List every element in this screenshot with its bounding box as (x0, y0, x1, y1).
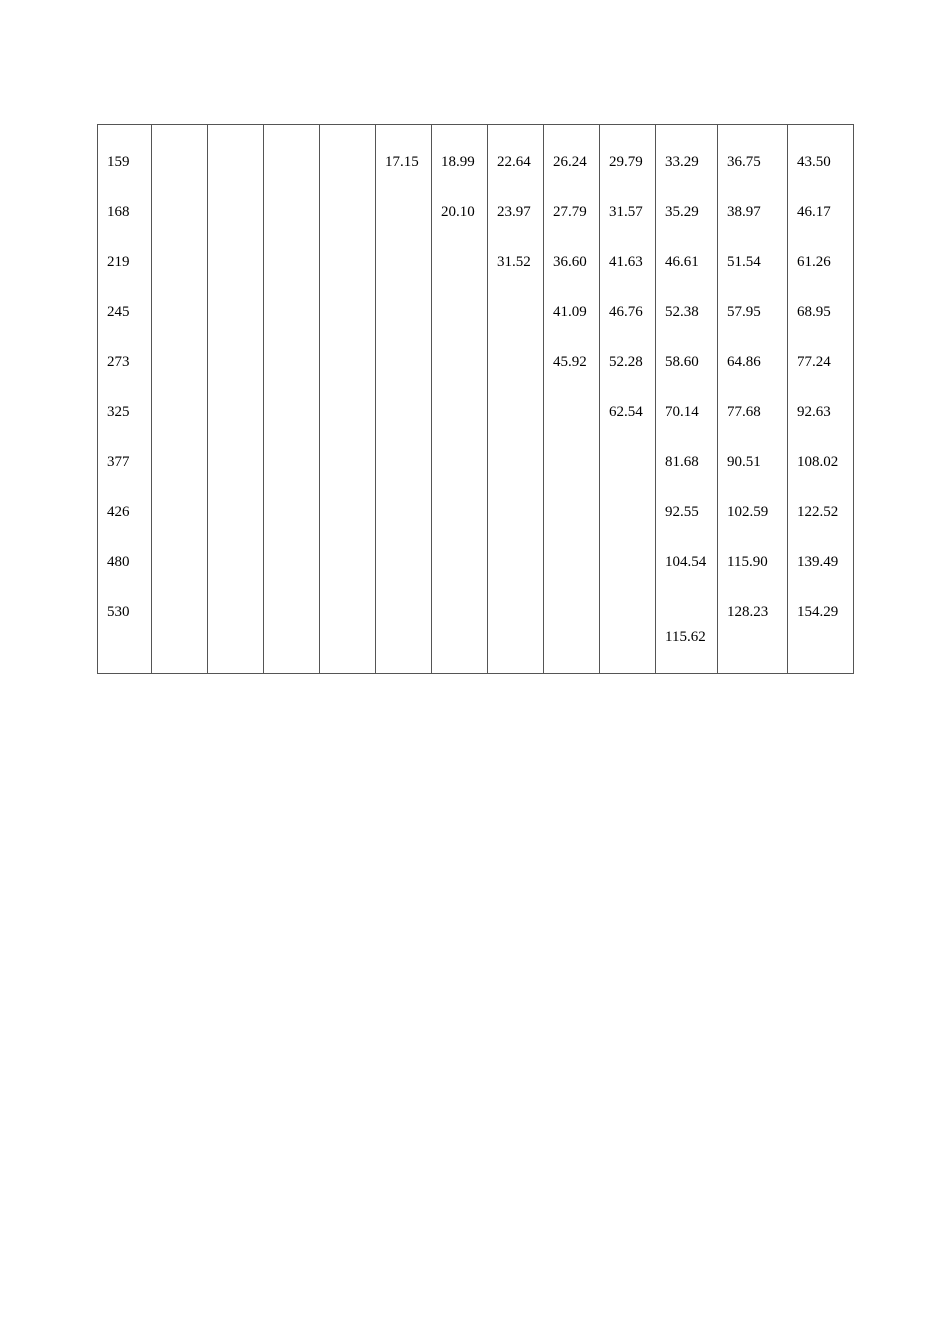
table-cell: 377 (98, 450, 152, 500)
table-cell (264, 300, 320, 350)
table-cell (320, 450, 376, 500)
table-cell (432, 300, 488, 350)
table-cell: 530 (98, 600, 152, 674)
table-cell: 325 (98, 400, 152, 450)
table-cell (544, 450, 600, 500)
table-cell (152, 125, 208, 200)
table-cell (432, 500, 488, 550)
table-cell (376, 200, 432, 250)
table-cell (432, 250, 488, 300)
table-cell (376, 400, 432, 450)
table-cell: 27.79 (544, 200, 600, 250)
table-cell: 70.14 (656, 400, 718, 450)
table-cell: 52.38 (656, 300, 718, 350)
table-row (98, 250, 854, 300)
table-cell: 41.09 (544, 300, 600, 350)
table-cell (264, 125, 320, 200)
table-cell: 61.26 (788, 250, 854, 300)
table-cell (264, 550, 320, 600)
table-row (98, 450, 854, 500)
table-cell: 108.02 (788, 450, 854, 500)
table-body (98, 125, 854, 674)
table-cell (264, 250, 320, 300)
table-row (98, 600, 854, 674)
table-cell (376, 300, 432, 350)
table-cell: 90.51 (718, 450, 788, 500)
table-cell (544, 550, 600, 600)
table-cell: 128.23 (718, 600, 788, 674)
table-cell (600, 450, 656, 500)
table-cell (320, 500, 376, 550)
table-row (98, 400, 854, 450)
table-cell: 159 (98, 125, 152, 200)
table-cell-value: 115.62 (665, 628, 706, 645)
table-cell: 29.79 (600, 125, 656, 200)
table-cell (264, 350, 320, 400)
table-cell: 51.54 (718, 250, 788, 300)
table-row (98, 500, 854, 550)
table-cell: 81.68 (656, 450, 718, 500)
table-cell: 43.50 (788, 125, 854, 200)
table-cell: 36.60 (544, 250, 600, 300)
table-cell: 57.95 (718, 300, 788, 350)
table-cell (208, 200, 264, 250)
table-cell: 102.59 (718, 500, 788, 550)
table-cell (152, 200, 208, 250)
table-row (98, 550, 854, 600)
table-cell (208, 450, 264, 500)
table-cell: 64.86 (718, 350, 788, 400)
table-cell: 46.17 (788, 200, 854, 250)
table-cell: 68.95 (788, 300, 854, 350)
table-row (98, 350, 854, 400)
table-row (98, 300, 854, 350)
table-cell (264, 200, 320, 250)
table-cell: 219 (98, 250, 152, 300)
table-cell (488, 600, 544, 674)
table-cell (264, 600, 320, 674)
table-cell: 92.55 (656, 500, 718, 550)
table-cell: 41.63 (600, 250, 656, 300)
table-cell: 273 (98, 350, 152, 400)
table-cell (432, 600, 488, 674)
table-row (98, 125, 854, 200)
table-cell: 23.97 (488, 200, 544, 250)
table-cell: 45.92 (544, 350, 600, 400)
table-cell: 26.24 (544, 125, 600, 200)
table-cell (376, 450, 432, 500)
table-cell (432, 550, 488, 600)
table-cell: 35.29 (656, 200, 718, 250)
table-cell (152, 450, 208, 500)
table-cell (376, 250, 432, 300)
table-cell (320, 400, 376, 450)
table-cell: 480 (98, 550, 152, 600)
table-cell (152, 250, 208, 300)
table-cell (488, 400, 544, 450)
table-cell (208, 550, 264, 600)
table-cell (152, 500, 208, 550)
table-cell (208, 600, 264, 674)
table-cell (600, 500, 656, 550)
table-cell (600, 600, 656, 674)
table-cell (208, 350, 264, 400)
table-cell (320, 300, 376, 350)
table-cell: 20.10 (432, 200, 488, 250)
table-cell: 426 (98, 500, 152, 550)
table-cell (488, 300, 544, 350)
table-cell (488, 450, 544, 500)
table-cell: 122.52 (788, 500, 854, 550)
table-cell (152, 600, 208, 674)
table-cell: 104.54 (656, 550, 718, 600)
table-cell (376, 350, 432, 400)
table-cell (320, 600, 376, 674)
table-cell (544, 400, 600, 450)
table-cell: 18.99 (432, 125, 488, 200)
table-cell (488, 500, 544, 550)
table-cell (152, 300, 208, 350)
table-cell: 46.61 (656, 250, 718, 300)
table-cell (376, 600, 432, 674)
table-cell (320, 350, 376, 400)
table-cell (264, 450, 320, 500)
table-cell (376, 550, 432, 600)
table-cell (544, 600, 600, 674)
table-cell: 17.15 (376, 125, 432, 200)
table-cell (264, 400, 320, 450)
table-cell: 31.52 (488, 250, 544, 300)
table-row (98, 200, 854, 250)
table-cell (488, 350, 544, 400)
table-cell (432, 450, 488, 500)
table-cell: 52.28 (600, 350, 656, 400)
table-cell: 77.68 (718, 400, 788, 450)
table-cell (376, 500, 432, 550)
table-cell (208, 500, 264, 550)
table-cell: 77.24 (788, 350, 854, 400)
table-cell (544, 500, 600, 550)
table-cell: 31.57 (600, 200, 656, 250)
table-cell (208, 400, 264, 450)
table-cell (208, 250, 264, 300)
table-cell (320, 550, 376, 600)
table-cell (432, 400, 488, 450)
table-cell: 46.76 (600, 300, 656, 350)
data-table (97, 124, 854, 674)
table-cell (656, 600, 718, 674)
table-cell (152, 350, 208, 400)
table-cell: 115.90 (718, 550, 788, 600)
table-cell (208, 300, 264, 350)
table-cell: 62.54 (600, 400, 656, 450)
table-cell: 92.63 (788, 400, 854, 450)
table-cell (432, 350, 488, 400)
table-cell: 139.49 (788, 550, 854, 600)
table-cell (264, 500, 320, 550)
table-cell (152, 550, 208, 600)
table-cell (152, 400, 208, 450)
table-cell: 245 (98, 300, 152, 350)
table-cell: 22.64 (488, 125, 544, 200)
table-cell (320, 125, 376, 200)
table-cell: 38.97 (718, 200, 788, 250)
table-cell: 58.60 (656, 350, 718, 400)
table-cell (600, 550, 656, 600)
table-cell (488, 550, 544, 600)
table-cell: 154.29 (788, 600, 854, 674)
table-cell: 33.29 (656, 125, 718, 200)
table-cell: 36.75 (718, 125, 788, 200)
table-cell (208, 125, 264, 200)
table-cell (320, 200, 376, 250)
table-cell (320, 250, 376, 300)
table-cell: 168 (98, 200, 152, 250)
